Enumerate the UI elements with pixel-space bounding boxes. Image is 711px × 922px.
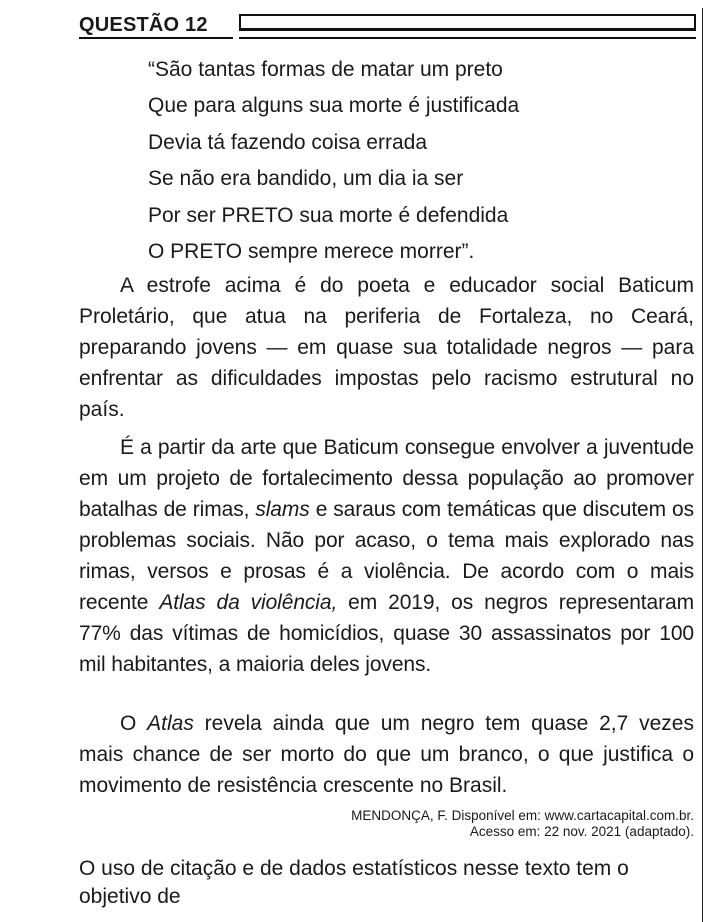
poem-line: O PRETO sempre merece morrer”. [148, 240, 475, 264]
paragraph-3-text: O [120, 712, 148, 735]
title-underline [79, 37, 233, 39]
poem-stanza [148, 52, 519, 270]
poem-line: Que para alguns sua morte é justificada [148, 94, 520, 118]
poem-line: “São tantas formas de matar um preto [148, 58, 503, 81]
slams-italic: slams [255, 498, 310, 521]
paragraph-3-text: revela ainda que um negro tem quase 2,7 vezes mais chance de ser morto do que um branco, o que justifica o movimento de resistência crescente no Brasil. [79, 712, 694, 797]
atlas-italic: Atlas [147, 712, 194, 735]
poem-line: Por ser PRETO sua morte é defendida [148, 203, 509, 227]
atlas-title-italic: Atlas da violência, [159, 591, 338, 614]
source-access-date: Acesso em: 22 nov. 2021 (adaptado). [469, 824, 694, 839]
question-header [79, 12, 696, 42]
poem-line: Se não era bandido, um dia ia ser [148, 167, 464, 191]
paragraph-2-text: e saraus com temáticas que discutem os problemas sociais. Não por acaso, o tema mais explorado nas rimas, versos e prosas é a violência. De acordo com o mais recente [79, 498, 695, 614]
paragraph-3 [79, 708, 694, 801]
header-box [239, 14, 696, 31]
question-title: QUESTÃO 12 [79, 14, 208, 36]
header-rule [239, 37, 696, 39]
question-prompt: O uso de citação e de dados estatísticos nesse texto tem o objetivo de [79, 857, 629, 908]
source-citation: MENDONÇA, F. Disponível em: www.cartacapital.com.br. [351, 808, 694, 823]
poem-line: Devia tá fazendo coisa errada [148, 130, 427, 154]
paragraph-2-text: em 2019, os negros representaram 77% das vítimas de homicídios, quase 30 assassinatos por 100 mil habitantes, a maioria deles jovens. [79, 591, 694, 676]
paragraph-1: A estrofe acima é do poeta e educador social Baticum Proletário, que atua na periferia de Fortaleza, no Ceará, preparando jovens — em quase sua totalidade negros — para enfrentar as dificuldades impostas pelo racismo estrutural no país. [79, 274, 694, 421]
paragraph-2-text: É a partir da arte que Baticum consegue envolver a juventude em um projeto de fortalecimento dessa população ao promover batalhas de rimas, [79, 436, 694, 521]
paragraph-2 [79, 432, 694, 680]
page-right-border [702, 8, 703, 922]
